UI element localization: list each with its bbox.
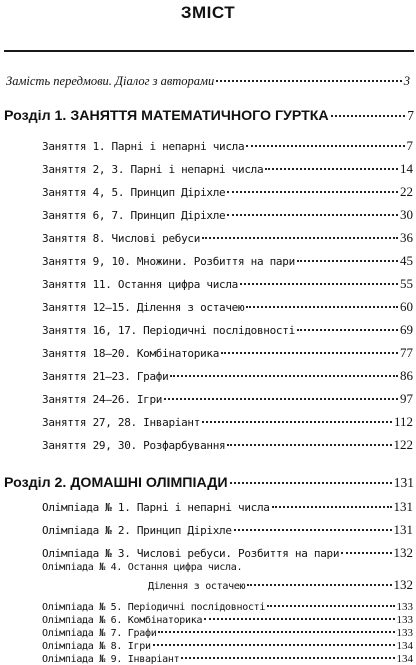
entry-page: 55: [400, 276, 413, 291]
entry-label: Заняття 6, 7. Принцип Діріхле: [42, 209, 226, 222]
entry-page: 22: [400, 184, 413, 199]
leader-dots: [221, 341, 398, 354]
leader-dots: [331, 101, 406, 117]
toc-entry-preface[interactable]: [6, 70, 410, 89]
entry-label: Ділення з остачею: [148, 581, 246, 592]
leader-dots: [246, 134, 404, 147]
toc-entry[interactable]: [42, 160, 413, 177]
section-label: Розділ 2. ДОМАШНІ ОЛІМПІАДИ: [4, 475, 228, 492]
leader-dots: [216, 67, 401, 82]
leader-dots: [272, 495, 392, 508]
leader-dots: [158, 621, 394, 633]
entry-page: 132: [393, 577, 413, 592]
leader-dots: [297, 249, 398, 262]
toc-entry[interactable]: [42, 498, 413, 515]
entry-page: 60: [400, 299, 413, 314]
entry-label: Заняття 8. Числові ребуси: [42, 232, 201, 245]
entry-label: Олімпіада № 3. Числові ребуси. Розбиття на пари: [42, 547, 340, 560]
toc-entry[interactable]: [42, 206, 413, 223]
leader-dots: [265, 157, 398, 170]
leader-dots: [240, 272, 398, 285]
section-label: Розділ 1. ЗАНЯТТЯ МАТЕМАТИЧНОГО ГУРТКА: [4, 108, 329, 125]
entry-label: Заняття 16, 17. Періодичні послідовності: [42, 324, 295, 337]
leader-dots: [297, 318, 398, 331]
entry-label: Заняття 9, 10. Множини. Розбиття на пари: [42, 255, 295, 268]
leader-dots: [227, 433, 391, 446]
leader-dots: [234, 518, 392, 531]
toc-entry[interactable]: [42, 137, 413, 154]
toc-entry[interactable]: [42, 544, 413, 561]
entry-page: 36: [400, 230, 413, 245]
toc-entry[interactable]: [42, 344, 413, 361]
toc-entry[interactable]: [42, 183, 413, 200]
toc-entry[interactable]: [42, 252, 413, 269]
leader-dots: [267, 595, 394, 607]
toc-entry[interactable]: [42, 436, 413, 453]
toc-entry[interactable]: [42, 367, 413, 384]
leader-dots: [247, 574, 391, 586]
entry-page: 69: [400, 322, 413, 337]
toc-entry[interactable]: [42, 275, 413, 292]
entry-label: Заняття 27, 28. Інваріант: [42, 416, 201, 429]
leader-dots: [164, 387, 398, 400]
entry-page: 131: [393, 522, 413, 537]
entry-page: 86: [400, 368, 413, 383]
entry-label: Заняття 4, 5. Принцип Діріхле: [42, 186, 226, 199]
top-rule: [4, 50, 414, 52]
entry-label: Олімпіада № 6. Комбінаторика: [42, 615, 203, 626]
entry-label: Олімпіада № 5. Періодичні послідовності: [42, 602, 266, 613]
leader-dots: [204, 608, 394, 620]
entry-page: 122: [393, 437, 413, 452]
entry-label: Заняття 29, 30. Розфарбування: [42, 439, 226, 452]
toc-entry[interactable]: [42, 521, 413, 538]
toc-entry[interactable]: [42, 321, 413, 338]
leader-dots: [230, 468, 392, 484]
entry-label: Замість передмови. Діалог з авторами: [6, 73, 215, 88]
section-page: 131: [393, 475, 414, 491]
entry-page: 134: [396, 640, 413, 652]
entry-page: 45: [400, 253, 413, 268]
entry-page: 134: [396, 653, 413, 665]
leader-dots: [227, 203, 398, 216]
leader-dots: [246, 295, 398, 308]
leader-dots: [170, 364, 398, 377]
entry-label: Олімпіада № 1. Парні і непарні числа: [42, 501, 270, 514]
entry-label: Олімпіада № 7. Графи: [42, 628, 157, 639]
toc-entry[interactable]: [42, 390, 413, 407]
entry-label: Заняття 24–26. Ігри: [42, 393, 163, 406]
entry-label: Олімпіада № 2. Принцип Діріхле: [42, 524, 232, 537]
entry-label: Олімпіада № 9. Інваріант: [42, 654, 180, 665]
leader-dots: [341, 541, 391, 554]
page-title: ЗМІСТ: [180, 3, 236, 22]
entry-page: 97: [400, 391, 413, 406]
entry-page: 14: [400, 161, 413, 176]
entry-page: 7: [406, 138, 413, 153]
leader-dots: [153, 634, 395, 646]
toc-entry[interactable]: [42, 413, 413, 430]
leader-dots: [202, 410, 392, 423]
entry-label: Заняття 21–23. Графи: [42, 370, 169, 383]
entry-page: 30: [400, 207, 413, 222]
entry-label: Заняття 12–15. Ділення з остачею: [42, 301, 245, 314]
entry-page: 3: [403, 73, 410, 88]
entry-page: 112: [393, 414, 413, 429]
toc-section-2[interactable]: [4, 471, 414, 491]
leader-dots: [202, 226, 398, 239]
entry-page: 131: [393, 499, 413, 514]
entry-page: 77: [400, 345, 413, 360]
leader-dots: [227, 180, 398, 193]
entry-page: 133: [396, 601, 413, 613]
entry-label-first-line: Олімпіада № 4. Остання цифра числа.: [42, 562, 243, 573]
entry-page: 132: [393, 545, 413, 560]
entry-page: 133: [396, 627, 413, 639]
entry-label: Олімпіада № 8. Ігри: [42, 641, 151, 652]
entry-page: 133: [396, 614, 413, 626]
section-page: 7: [407, 108, 414, 124]
toc-entry[interactable]: [148, 577, 413, 593]
leader-dots: [181, 647, 394, 659]
toc-entry[interactable]: [42, 298, 413, 315]
toc-entry[interactable]: [42, 229, 413, 246]
toc-section-1[interactable]: [4, 104, 414, 124]
entry-label: Заняття 2, 3. Парні і непарні числа: [42, 163, 264, 176]
entry-label: Заняття 18–20. Комбінаторика: [42, 347, 220, 360]
entry-label: Заняття 1. Парні і непарні числа: [42, 140, 245, 153]
entry-label: Заняття 11. Остання цифра числа: [42, 278, 238, 291]
